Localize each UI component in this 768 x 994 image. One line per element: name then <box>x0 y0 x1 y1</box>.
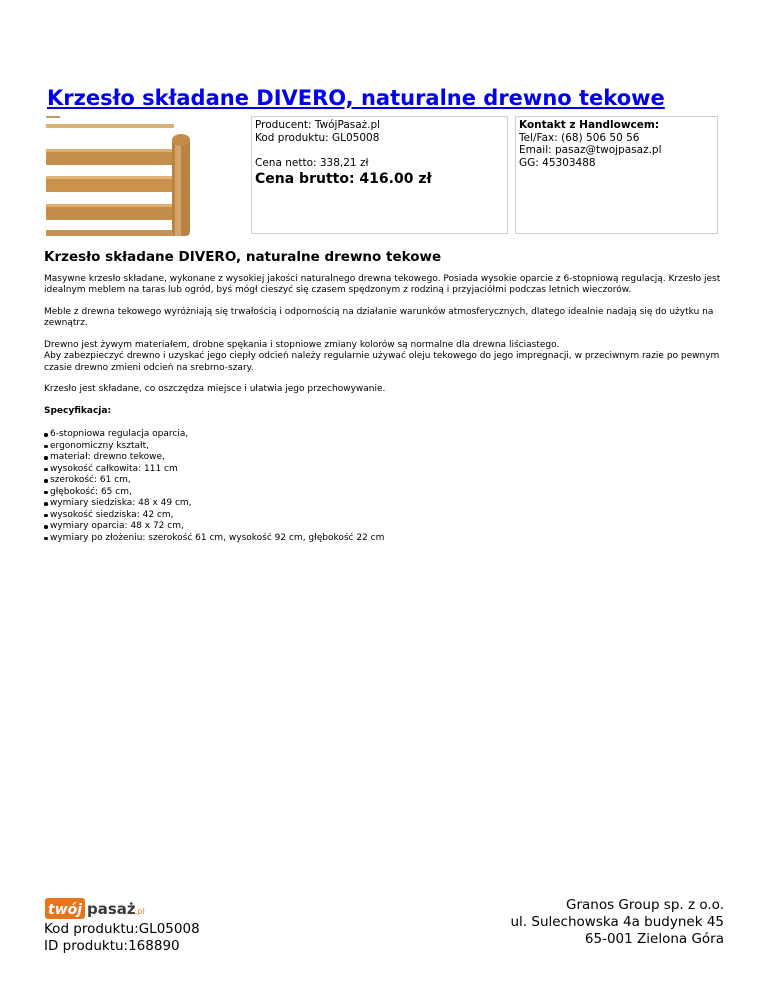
logo-text-pl: .pl <box>135 907 145 916</box>
footer-street: ul. Sulechowska 4a budynek 45 <box>510 914 724 930</box>
contact-gg: GG: 45303488 <box>519 156 596 169</box>
gross-price-line: Cena brutto: 416.00 zł <box>255 170 432 187</box>
specification-list <box>44 429 734 544</box>
specification-heading: Specyfikacja: <box>44 405 112 416</box>
net-price-line: Cena netto: 338,21 zł <box>255 157 369 169</box>
spec-item: szerokość: 61 cm, <box>44 475 734 487</box>
spec-item: głębokość: 65 cm, <box>44 487 734 499</box>
description-heading: Krzesło składane DIVERO, naturalne drewno tekowe <box>44 249 442 265</box>
description-paragraph-1: Masywne krzesło składane, wykonane z wysokiej jakości naturalnego drewna tekowego. Posiada wysokie oparcie z 6-stopniową regulacją. Krzesło jest idealnym meblem na taras lub ogród, byś mógł cieszyć się czasem spędzonym z rodziną i przyjaciółmi podczas letnich wieczorów. <box>44 273 721 295</box>
description-paragraph-2: Meble z drewna tekowego wyróżniają się trwałością i odpornością na działanie warunków atmosferycznych, dlatego idealnie nadają się do użytku na zewnątrz. <box>44 306 714 328</box>
description-paragraph-3a: Drewno jest żywym materiałem, drobne spękania i stopniowe zmiany kolorów są normalne dla drewna liściastego. <box>44 339 560 350</box>
spec-item: ergonomiczny kształt, <box>44 441 734 453</box>
spec-item: wysokość całkowita: 111 cm <box>44 464 734 476</box>
twojpasaz-logo <box>45 897 165 923</box>
product-info-box <box>251 116 508 234</box>
teak-chair-image <box>46 116 246 236</box>
spec-item: wysokość siedziska: 42 cm, <box>44 510 734 522</box>
footer-product-code: Kod produktu:GL05008 <box>44 921 200 937</box>
product-image <box>46 116 246 236</box>
footer-company-name: Granos Group sp. z o.o. <box>565 897 724 913</box>
description-paragraph-3b: Aby zabezpieczyć drewno i uzyskać jego ciepły odcień należy regularnie używać oleju tekowego do jego impregnacji, w przeciwnym razie po pewnym czasie drewno zmieni odcień na srebrno-szary. <box>44 351 720 373</box>
description-paragraph-4: Krzesło jest składane, co oszczędza miejsce i ułatwia jego przechowywanie. <box>44 384 386 394</box>
spec-item: wymiary oparcia: 48 x 72 cm, <box>44 521 734 533</box>
description-paragraph-3 <box>44 340 734 375</box>
spec-item: wymiary po złożeniu: szerokość 61 cm, wysokość 92 cm, głębokość 22 cm <box>44 533 734 545</box>
product-code-line: Kod produktu: GL05008 <box>255 131 380 144</box>
logo-text-pasaz: pasaż <box>87 900 136 918</box>
logo-text-twoj: twój <box>48 902 83 918</box>
contact-telfax: Tel/Fax: (68) 506 50 56 <box>519 131 640 144</box>
spec-item: 6-stopniowa regulacja oparcia, <box>44 429 734 441</box>
spec-item: wymiary siedziska: 48 x 49 cm, <box>44 498 734 510</box>
spec-item: materiał: drewno tekowe, <box>44 452 734 464</box>
footer-product-id: ID produktu:168890 <box>44 938 180 954</box>
contact-heading: Kontakt z Handlowcem: <box>519 119 660 131</box>
contact-email: Email: pasaz@twojpasaz.pl <box>519 144 662 156</box>
footer-city: 65-001 Zielona Góra <box>584 931 724 947</box>
product-description <box>44 249 734 544</box>
contact-box <box>515 116 718 234</box>
product-title-link[interactable]: Krzesło składane DIVERO, naturalne drewno tekowe <box>47 86 665 110</box>
footer-company-address <box>510 897 724 948</box>
footer-product-ids <box>44 921 200 955</box>
producer-line: Producent: TwójPasaż.pl <box>255 119 381 131</box>
